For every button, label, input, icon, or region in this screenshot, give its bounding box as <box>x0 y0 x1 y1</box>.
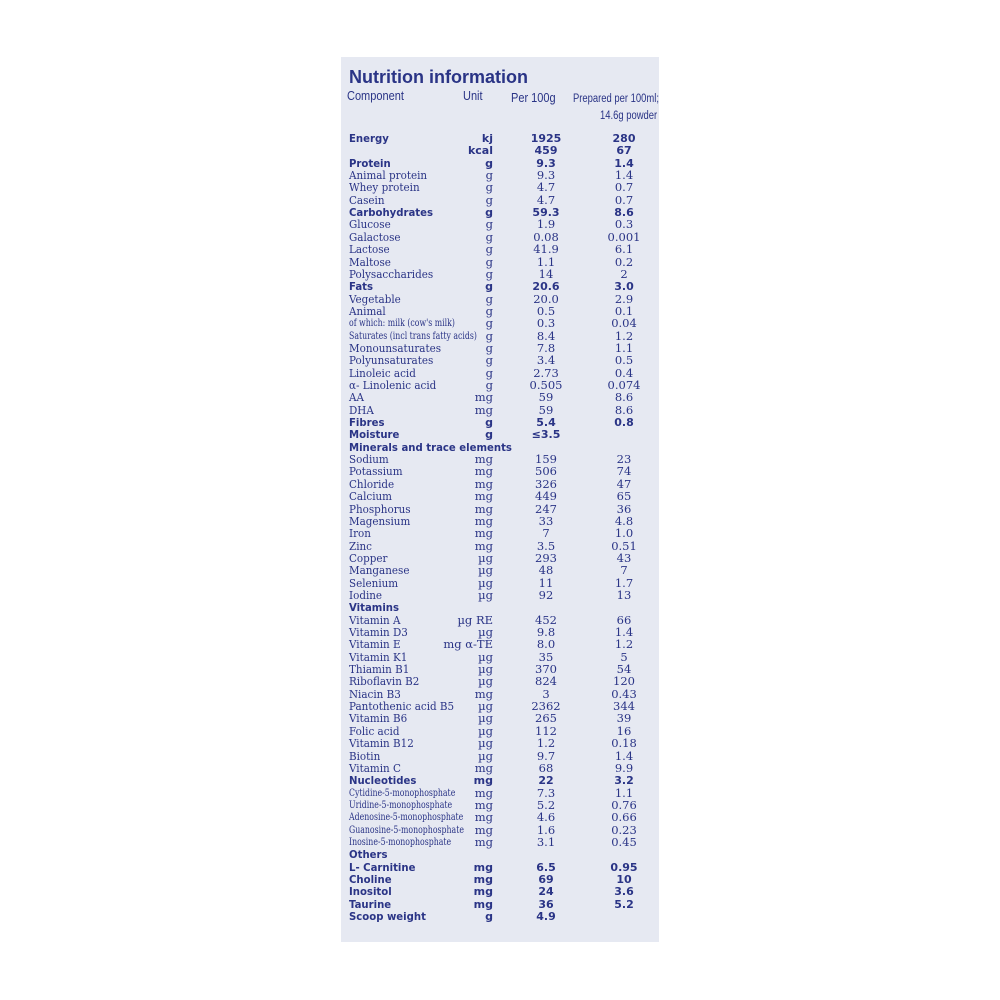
row-component: Galactose <box>349 229 401 244</box>
row-unit: mg <box>474 476 493 491</box>
row-per-100g: 20.6 <box>532 280 560 294</box>
table-row <box>341 577 659 590</box>
row-unit: µg <box>478 588 493 602</box>
row-unit: g <box>485 316 493 331</box>
row-prepared: 8.6 <box>614 402 634 417</box>
row-component: Vitamin B6 <box>349 711 408 726</box>
row-per-100g: 459 <box>534 144 558 158</box>
table-row <box>341 379 659 392</box>
row-prepared: 1.2 <box>614 328 634 343</box>
table-row <box>341 441 659 454</box>
row-unit: mg <box>473 897 493 911</box>
row-per-100g: 3 <box>542 686 550 701</box>
row-prepared: 2 <box>620 266 628 281</box>
row-component: Selenium <box>349 575 399 590</box>
row-component: Iron <box>349 526 371 541</box>
row-per-100g: 48 <box>538 563 554 578</box>
row-per-100g: 22 <box>538 774 554 788</box>
row-unit: µg <box>478 674 493 689</box>
row-prepared: 3.0 <box>614 280 634 294</box>
row-unit: g <box>485 168 493 182</box>
row-per-100g: 0.5 <box>536 303 556 318</box>
row-per-100g: 5.2 <box>536 797 556 812</box>
row-component: Uridine-5-monophosphate <box>349 799 453 811</box>
row-per-100g: 68 <box>538 760 554 775</box>
table-row <box>341 885 659 898</box>
row-per-100g: 4.9 <box>536 910 556 923</box>
row-unit: g <box>485 340 493 355</box>
row-component: L- Carnitine <box>349 860 416 874</box>
header-component: Component <box>347 89 404 103</box>
row-per-100g: 9.7 <box>536 748 556 763</box>
row-prepared: 6.1 <box>614 242 634 257</box>
row-per-100g: 112 <box>535 723 557 738</box>
nutrition-label <box>341 57 659 942</box>
row-component: Sodium <box>349 452 389 467</box>
row-prepared: 0.95 <box>610 860 638 874</box>
row-unit: g <box>485 206 493 220</box>
row-prepared: 0.43 <box>611 686 637 701</box>
row-unit: g <box>485 378 493 392</box>
row-prepared: 1.1 <box>614 785 634 800</box>
row-component: Pantothenic acid B5 <box>349 699 455 714</box>
row-unit: µg <box>478 748 493 763</box>
row-component: Manganese <box>349 563 410 578</box>
table-row <box>341 416 659 429</box>
row-per-100g: 1.1 <box>536 254 556 269</box>
header-prepared: Prepared per 100ml; <box>573 93 659 105</box>
row-unit: g <box>485 229 493 244</box>
row-per-100g: 24 <box>538 885 554 899</box>
table-row <box>341 737 659 750</box>
row-prepared: 120 <box>613 674 635 689</box>
row-prepared: 16 <box>616 723 632 738</box>
table-row <box>341 848 659 861</box>
row-prepared: 4.8 <box>614 513 634 528</box>
row-unit: g <box>485 910 493 923</box>
table-row <box>341 540 659 553</box>
row-component: Vitamin B12 <box>349 736 414 751</box>
row-component: Polyunsaturates <box>349 353 434 368</box>
row-unit: mg <box>474 810 493 825</box>
row-unit: mg <box>474 402 493 417</box>
row-prepared: 344 <box>613 699 635 714</box>
row-component: Vitamin K1 <box>349 649 408 664</box>
row-prepared: 0.45 <box>611 834 637 849</box>
row-per-100g: 7 <box>542 526 550 541</box>
row-component: AA <box>349 390 364 405</box>
row-per-100g: ≤3.5 <box>531 428 561 442</box>
row-component: Carbohydrates <box>349 206 434 220</box>
row-per-100g: 3.5 <box>536 538 556 553</box>
header-per-100g: Per 100g <box>511 91 556 105</box>
row-prepared: 36 <box>616 501 632 516</box>
row-component: Vitamin E <box>349 637 401 652</box>
row-per-100g: 0.3 <box>536 316 556 331</box>
row-component: Cytidine-5-monophosphate <box>349 787 456 799</box>
row-component: Riboflavin B2 <box>349 674 420 689</box>
row-per-100g: 11 <box>538 575 554 590</box>
row-per-100g: 247 <box>535 501 557 516</box>
row-per-100g: 2362 <box>531 699 561 714</box>
row-prepared: 67 <box>616 144 632 158</box>
row-unit: µg <box>478 711 493 726</box>
row-component: Protein <box>349 156 391 170</box>
row-unit: g <box>485 192 493 207</box>
row-unit: µg <box>478 699 493 714</box>
row-prepared: 0.51 <box>611 538 637 553</box>
row-per-100g: 1.6 <box>536 822 556 837</box>
row-component: Casein <box>349 192 385 207</box>
row-prepared: 13 <box>616 588 632 602</box>
row-component: Chloride <box>349 476 395 491</box>
table-row <box>341 391 659 404</box>
row-prepared: 0.66 <box>611 810 637 825</box>
row-unit: mg <box>473 873 493 886</box>
row-unit: g <box>485 353 493 368</box>
row-per-100g: 1.9 <box>536 217 556 232</box>
row-unit: g <box>485 328 493 343</box>
row-per-100g: 3.4 <box>536 353 556 368</box>
row-unit: g <box>485 303 493 318</box>
row-unit: µg <box>478 575 493 590</box>
row-prepared: 7 <box>620 563 628 578</box>
row-prepared: 0.23 <box>611 822 637 837</box>
row-unit: µg <box>478 563 493 578</box>
row-prepared: 0.1 <box>614 303 634 318</box>
row-per-100g: 326 <box>535 476 557 491</box>
row-unit: mg <box>474 760 493 775</box>
row-component: α- Linolenic acid <box>349 378 437 392</box>
row-component: Whey protein <box>349 180 420 195</box>
row-per-100g: 4.7 <box>536 192 556 207</box>
row-unit: g <box>485 217 493 232</box>
row-component: Adenosine-5-monophosphate <box>349 812 464 824</box>
table-row <box>341 317 659 330</box>
row-component: Minerals and trace elements <box>349 440 512 454</box>
row-per-100g: 5.4 <box>536 416 556 430</box>
row-prepared: 0.3 <box>614 217 634 232</box>
row-component: Vitamin A <box>349 612 401 627</box>
row-unit: mg <box>473 774 493 788</box>
row-per-100g: 59 <box>538 390 554 405</box>
row-per-100g: 293 <box>535 550 557 565</box>
row-component: Saturates (incl trans fatty acids) <box>349 330 477 342</box>
row-unit: mg <box>474 538 493 553</box>
row-component: Thiamin B1 <box>349 662 410 676</box>
row-prepared: 0.8 <box>614 416 634 430</box>
row-unit: mg <box>474 390 493 405</box>
row-prepared: 5 <box>620 649 628 664</box>
row-prepared: 10 <box>616 873 632 886</box>
row-prepared: 1.4 <box>614 625 634 639</box>
row-per-100g: 0.08 <box>533 229 559 244</box>
row-unit: mg <box>474 797 493 812</box>
row-prepared: 66 <box>616 612 632 627</box>
row-unit: mg <box>474 489 493 504</box>
row-unit: mg <box>474 785 493 800</box>
row-prepared: 2.9 <box>614 291 634 306</box>
row-component: Taurine <box>349 897 392 911</box>
row-prepared: 1.4 <box>614 168 634 182</box>
table-row <box>341 589 659 602</box>
table-row <box>341 293 659 306</box>
row-component: Lactose <box>349 242 390 257</box>
row-per-100g: 6.5 <box>536 860 556 874</box>
table-row <box>341 861 659 874</box>
row-unit: g <box>485 242 493 257</box>
table-row <box>341 873 659 886</box>
row-per-100g: 4.7 <box>536 180 556 195</box>
row-per-100g: 1925 <box>530 132 562 145</box>
row-prepared: 1.4 <box>614 748 634 763</box>
row-unit: mg <box>474 513 493 528</box>
row-unit: µg RE <box>457 612 493 627</box>
row-prepared: 9.9 <box>614 760 634 775</box>
row-per-100g: 59 <box>538 402 554 417</box>
table-row <box>341 836 659 849</box>
row-per-100g: 59.3 <box>532 206 560 220</box>
row-component: Choline <box>349 873 392 886</box>
row-prepared: 47 <box>616 476 632 491</box>
row-component: Zinc <box>349 538 372 553</box>
row-prepared: 54 <box>616 662 632 676</box>
row-unit: g <box>485 156 493 170</box>
row-component: Biotin <box>349 748 381 763</box>
row-prepared: 0.074 <box>607 378 641 392</box>
header-prepared-powder: 14.6g powder <box>600 110 658 122</box>
row-prepared: 0.7 <box>614 192 634 207</box>
table-row <box>341 428 659 441</box>
row-per-100g: 506 <box>535 464 557 479</box>
row-per-100g: 2.73 <box>533 365 559 380</box>
row-component: Magensium <box>349 513 411 528</box>
row-prepared: 74 <box>616 464 632 479</box>
row-prepared: 1.0 <box>614 526 634 541</box>
row-component: Vegetable <box>349 291 401 306</box>
table-row <box>341 132 659 145</box>
row-prepared: 1.1 <box>614 340 634 355</box>
row-per-100g: 9.3 <box>536 168 556 182</box>
row-per-100g: 0.505 <box>529 378 563 392</box>
row-component: Calcium <box>349 489 392 504</box>
row-per-100g: 35 <box>538 649 554 664</box>
row-component: Guanosine-5-monophosphate <box>349 824 464 836</box>
row-per-100g: 265 <box>535 711 557 726</box>
row-per-100g: 159 <box>535 452 557 467</box>
row-per-100g: 9.8 <box>536 625 556 639</box>
row-unit: mg <box>474 526 493 541</box>
header-unit: Unit <box>463 89 483 103</box>
row-component: Iodine <box>349 588 383 602</box>
row-unit: µg <box>478 550 493 565</box>
row-unit: kcal <box>467 144 493 158</box>
row-per-100g: 452 <box>535 612 557 627</box>
row-per-100g: 8.0 <box>536 637 556 652</box>
row-per-100g: 3.1 <box>536 834 556 849</box>
row-component: Nucleotides <box>349 774 417 788</box>
row-unit: kj <box>481 132 493 145</box>
row-prepared: 0.5 <box>614 353 634 368</box>
row-component: Inositol <box>349 885 392 899</box>
row-unit: mg α-TE <box>443 637 493 652</box>
row-prepared: 3.2 <box>614 774 634 788</box>
nutrition-table <box>341 57 659 942</box>
table-row <box>341 404 659 417</box>
table-row <box>341 898 659 911</box>
row-unit: g <box>485 180 493 195</box>
row-prepared: 0.4 <box>614 365 634 380</box>
row-component: of which: milk (cow's milk) <box>349 318 455 330</box>
table-row <box>341 774 659 787</box>
row-unit: mg <box>474 501 493 516</box>
row-prepared: 23 <box>616 452 632 467</box>
row-prepared: 0.76 <box>611 797 637 812</box>
row-unit: g <box>485 291 493 306</box>
page-title: Nutrition information <box>349 67 528 87</box>
row-per-100g: 7.3 <box>536 785 556 800</box>
row-component: Inosine-5-monophosphate <box>349 836 452 848</box>
row-unit: g <box>485 416 493 430</box>
row-prepared: 0.04 <box>611 316 637 331</box>
table-row <box>341 181 659 194</box>
row-component: DHA <box>349 402 374 417</box>
row-component: Animal protein <box>349 168 428 182</box>
table-row <box>341 515 659 528</box>
row-prepared: 43 <box>616 550 632 565</box>
row-unit: g <box>485 428 493 442</box>
row-prepared: 8.6 <box>614 390 634 405</box>
row-per-100g: 69 <box>538 873 554 886</box>
row-per-100g: 14 <box>538 266 554 281</box>
row-component: Niacin B3 <box>349 686 401 701</box>
row-unit: mg <box>474 686 493 701</box>
row-unit: g <box>485 280 493 294</box>
row-unit: mg <box>474 834 493 849</box>
row-unit: g <box>485 365 493 380</box>
row-prepared: 65 <box>616 489 632 504</box>
row-per-100g: 92 <box>538 588 554 602</box>
row-prepared: 1.2 <box>614 637 634 652</box>
row-component: Phosphorus <box>349 501 411 516</box>
row-prepared: 0.2 <box>614 254 634 269</box>
row-component: Vitamin D3 <box>349 625 408 639</box>
row-unit: µg <box>478 723 493 738</box>
row-unit: mg <box>474 464 493 479</box>
table-row <box>341 910 659 923</box>
row-per-100g: 449 <box>535 489 557 504</box>
row-per-100g: 1.2 <box>536 736 556 751</box>
row-unit: mg <box>473 860 493 874</box>
row-unit: µg <box>478 736 493 751</box>
row-unit: µg <box>478 649 493 664</box>
table-row <box>341 194 659 207</box>
row-prepared: 0.001 <box>607 229 641 244</box>
row-component: Vitamins <box>349 601 400 615</box>
row-component: Folic acid <box>349 723 400 738</box>
row-component: Scoop weight <box>349 910 426 923</box>
row-per-100g: 824 <box>535 674 557 689</box>
row-prepared: 3.6 <box>614 885 634 899</box>
row-component: Glucose <box>349 217 391 232</box>
table-row <box>341 762 659 775</box>
row-component: Fats <box>349 280 374 294</box>
table-row <box>341 268 659 281</box>
row-prepared: 8.6 <box>614 206 634 220</box>
row-per-100g: 370 <box>535 662 557 676</box>
row-per-100g: 9.3 <box>536 156 556 170</box>
row-per-100g: 4.6 <box>536 810 556 825</box>
row-component: Others <box>349 848 388 862</box>
row-unit: mg <box>473 885 493 899</box>
row-per-100g: 20.0 <box>533 291 559 306</box>
row-prepared: 280 <box>612 132 636 145</box>
row-prepared: 5.2 <box>614 897 634 911</box>
row-per-100g: 33 <box>538 513 554 528</box>
row-per-100g: 36 <box>538 897 554 911</box>
row-prepared: 1.4 <box>614 156 634 170</box>
row-prepared: 0.7 <box>614 180 634 195</box>
row-component: Moisture <box>349 428 400 442</box>
row-component: Fibres <box>349 416 385 430</box>
row-component: Animal <box>349 303 386 318</box>
row-component: Vitamin C <box>349 760 401 775</box>
row-component: Monounsaturates <box>349 340 442 355</box>
row-component: Polysaccharides <box>349 266 434 281</box>
row-unit: mg <box>474 452 493 467</box>
row-component: Maltose <box>349 254 391 269</box>
row-component: Copper <box>349 550 388 565</box>
row-component: Potassium <box>349 464 403 479</box>
row-prepared: 1.7 <box>614 575 634 590</box>
row-per-100g: 8.4 <box>536 328 556 343</box>
row-component: Linoleic acid <box>349 365 416 380</box>
row-per-100g: 41.9 <box>533 242 559 257</box>
row-unit: µg <box>478 625 493 639</box>
row-unit: g <box>485 266 493 281</box>
row-per-100g: 7.8 <box>536 340 556 355</box>
row-prepared: 39 <box>616 711 632 726</box>
row-prepared: 0.18 <box>611 736 637 751</box>
row-unit: µg <box>478 662 493 676</box>
row-unit: g <box>485 254 493 269</box>
row-component: Energy <box>349 132 389 145</box>
row-unit: mg <box>474 822 493 837</box>
table-row <box>341 144 659 157</box>
